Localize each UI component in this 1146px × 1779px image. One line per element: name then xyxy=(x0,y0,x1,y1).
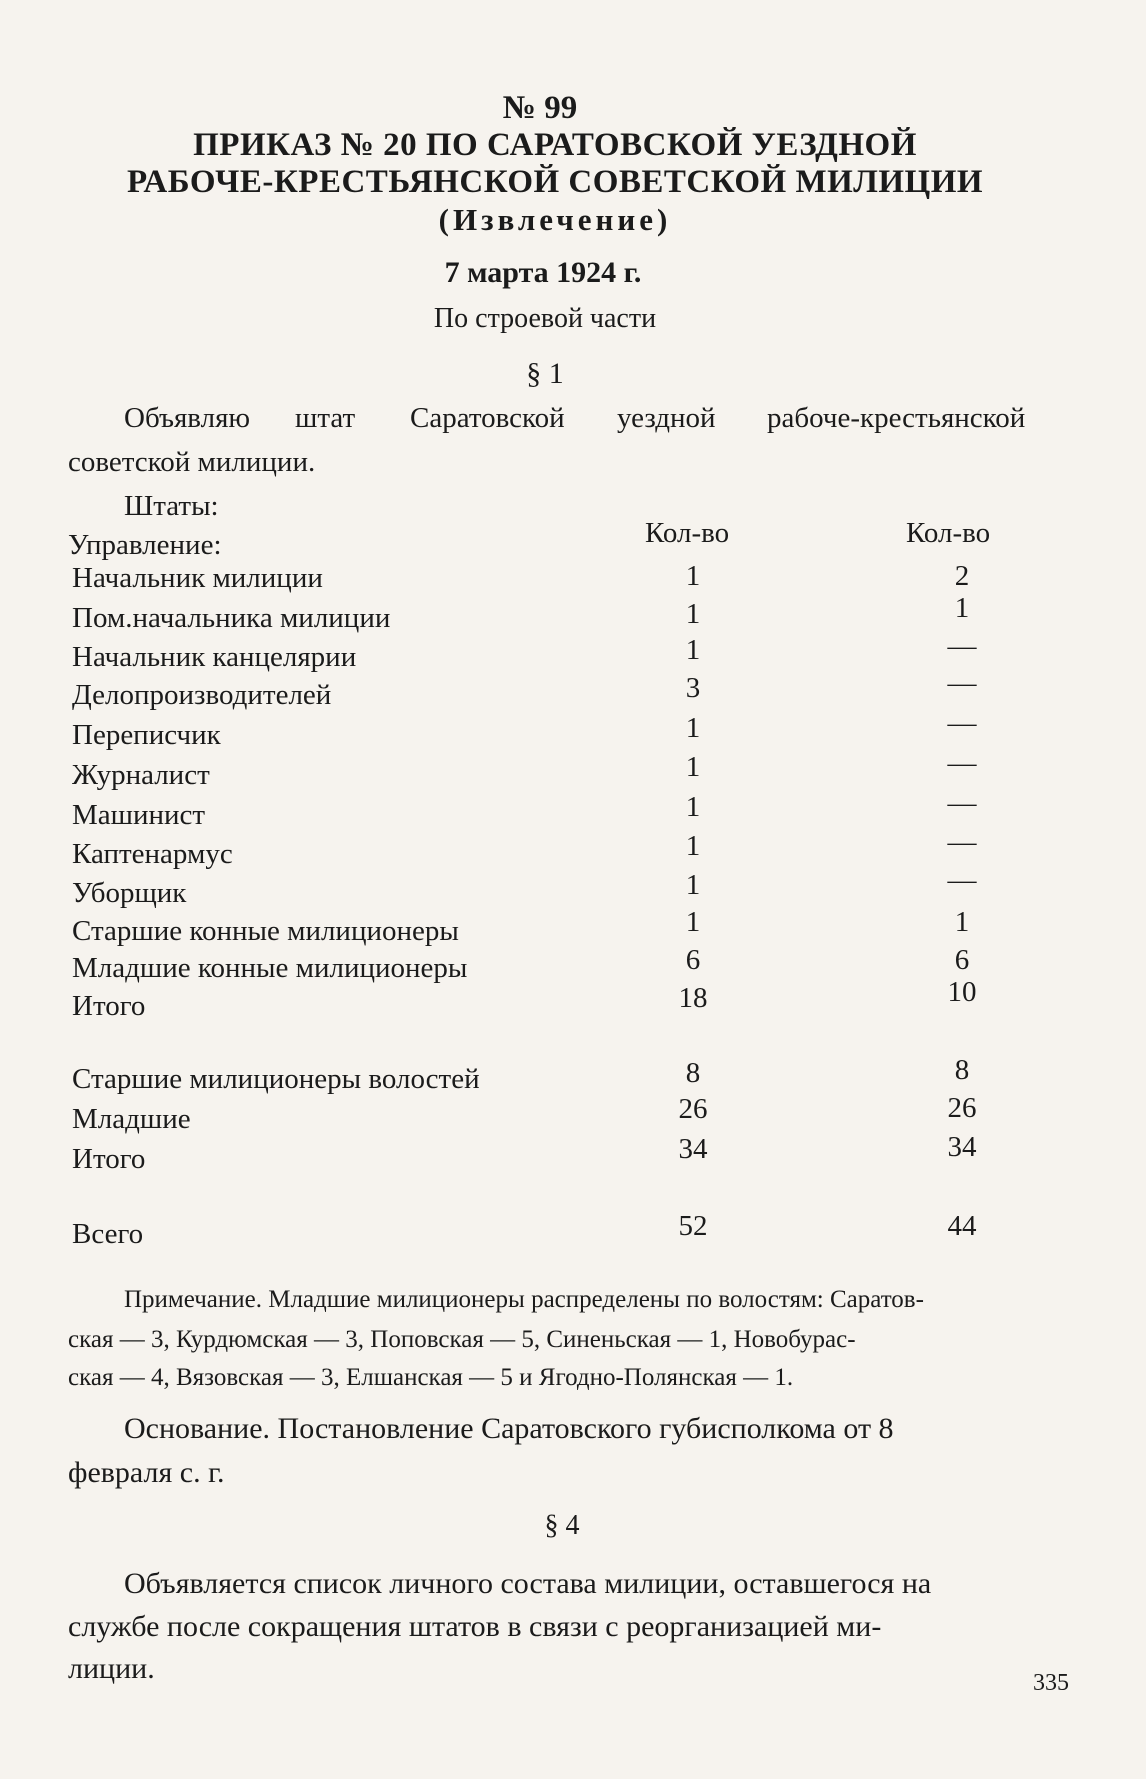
management-label: Управление: xyxy=(68,529,222,561)
volost-row-label: Итого xyxy=(72,1143,146,1175)
staff-row-col2: 6 xyxy=(954,944,970,976)
staff-row-col1: 3 xyxy=(685,672,701,704)
section-title: По строевой части xyxy=(433,303,657,334)
staff-row-col2: — xyxy=(947,630,977,662)
staff-row-col1: 1 xyxy=(685,598,701,630)
staff-row-label: Пом.начальника милиции xyxy=(72,602,391,634)
volost-row-col2: 26 xyxy=(947,1092,977,1124)
paragraph-mark-1: § 1 xyxy=(526,357,564,390)
staff-row-label: Начальник милиции xyxy=(72,562,323,594)
page-number: 335 xyxy=(1033,1670,1069,1696)
staff-row-col2: 2 xyxy=(954,560,970,592)
quantity-header-2: Кол-во xyxy=(906,517,991,549)
intro-word-3: Саратовской xyxy=(410,402,565,434)
staff-row-label: Итого xyxy=(72,990,146,1022)
staff-row-label: Начальник канцелярии xyxy=(72,641,357,673)
basis-line-1: Основание. Постановление Саратовского губисполкома от 8 xyxy=(124,1412,894,1445)
volost-row-col1: 8 xyxy=(685,1057,701,1089)
intro-word-2: штат xyxy=(295,402,356,434)
staff-row-col1: 1 xyxy=(685,751,701,783)
staff-row-col2: 1 xyxy=(954,592,970,624)
staff-row-label: Журналист xyxy=(72,759,210,791)
intro-line-2: советской милиции. xyxy=(68,446,316,478)
volost-row-col2: 8 xyxy=(954,1054,970,1086)
intro-word-1: Объявляю xyxy=(124,402,251,434)
section4-line-1: Объявляется список личного состава милиции, оставшегося на xyxy=(124,1567,932,1600)
staff-row-label: Младшие конные милиционеры xyxy=(72,952,468,984)
section4-line-3: лиции. xyxy=(68,1652,155,1685)
basis-line-2: февраля с. г. xyxy=(68,1456,225,1489)
staff-row-col1: 1 xyxy=(685,560,701,592)
staff-row-col1: 1 xyxy=(685,634,701,666)
staff-row-col1: 1 xyxy=(685,712,701,744)
note-line-2: ская — 3, Курдюмская — 3, Поповская — 5, Синеньская — 1, Новобурас- xyxy=(68,1326,856,1353)
volost-row-col2: 34 xyxy=(947,1131,977,1163)
intro-word-5: рабоче-крестьянской xyxy=(767,402,1026,434)
volost-row-label: Младшие xyxy=(72,1103,191,1135)
note-line-1: Примечание. Младшие милиционеры распределены по волостям: Саратов- xyxy=(124,1286,924,1313)
staff-row-col2: — xyxy=(947,864,977,896)
grand-total-label: Всего xyxy=(72,1218,144,1250)
staff-row-col1: 1 xyxy=(685,791,701,823)
staff-row-label: Делопроизводителей xyxy=(72,679,332,711)
staff-row-col1: 18 xyxy=(678,982,708,1014)
paragraph-mark-4: § 4 xyxy=(544,1510,580,1541)
staff-row-col2: — xyxy=(947,747,977,779)
order-date: 7 марта 1924 г. xyxy=(444,256,642,289)
quantity-header-1: Кол-во xyxy=(645,517,730,549)
staff-row-col1: 1 xyxy=(685,869,701,901)
extract-label: (Извлечение) xyxy=(438,202,672,237)
staff-row-label: Каптенармус xyxy=(72,838,233,870)
volost-row-col1: 26 xyxy=(678,1093,708,1125)
staff-row-col2: — xyxy=(947,707,977,739)
note-line-3: ская — 4, Вязовская — 3, Елшанская — 5 и Ягодно-Полянская — 1. xyxy=(68,1364,794,1391)
grand-total-col1: 52 xyxy=(678,1210,708,1242)
order-title-line-2: РАБОЧЕ-КРЕСТЬЯНСКОЙ СОВЕТСКОЙ МИЛИЦИИ xyxy=(126,164,984,200)
section4-line-2: службе после сокращения штатов в связи с реорганизацией ми- xyxy=(68,1610,882,1643)
volost-row-col1: 34 xyxy=(678,1133,708,1165)
staff-row-label: Машинист xyxy=(72,799,206,831)
staff-row-col2: — xyxy=(947,787,977,819)
staff-row-label: Уборщик xyxy=(72,877,187,909)
staff-row-label: Старшие конные милиционеры xyxy=(72,915,459,947)
staff-heading: Штаты: xyxy=(124,490,219,522)
staff-row-col2: — xyxy=(947,826,977,858)
staff-row-col1: 1 xyxy=(685,830,701,862)
staff-row-col2: 10 xyxy=(947,976,977,1008)
staff-row-label: Переписчик xyxy=(72,719,221,751)
order-title-line-1: ПРИКАЗ № 20 ПО САРАТОВСКОЙ УЕЗДНОЙ xyxy=(193,127,917,163)
staff-row-col1: 6 xyxy=(685,944,701,976)
volost-row-label: Старшие милиционеры волостей xyxy=(72,1063,480,1095)
document-number: № 99 xyxy=(502,90,578,126)
grand-total-col2: 44 xyxy=(947,1210,977,1242)
staff-row-col1: 1 xyxy=(685,906,701,938)
staff-row-col2: — xyxy=(947,667,977,699)
intro-word-4: уездной xyxy=(617,402,716,434)
staff-row-col2: 1 xyxy=(954,906,970,938)
